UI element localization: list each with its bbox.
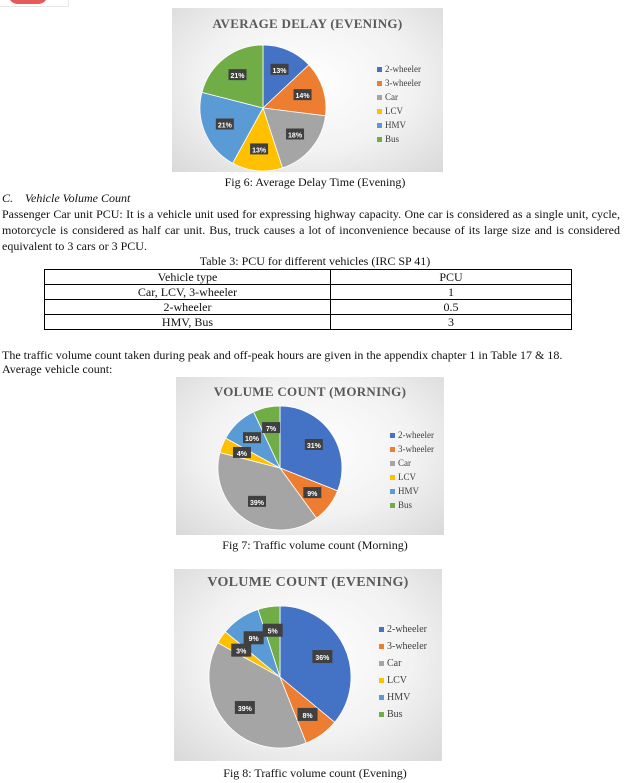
header-logo-fragment (0, 0, 69, 7)
legend-item (390, 442, 434, 456)
fig7-caption: Fig 7: Traffic volume count (Morning) (222, 538, 408, 552)
legend-swatch (377, 137, 382, 142)
legend-swatch (377, 67, 382, 72)
fig6-caption: Fig 6: Average Delay Time (Evening) (224, 175, 406, 189)
table-cell: 2-wheeler (45, 300, 331, 315)
legend-item (390, 498, 434, 512)
legend-item (377, 76, 421, 90)
data-label (298, 708, 318, 721)
legend-label: HMV (385, 120, 407, 130)
data-label (303, 487, 321, 498)
chart-volume-count-evening (174, 569, 442, 761)
legend-label: 2-wheeler (385, 64, 421, 74)
table-cell: 1 (331, 285, 572, 300)
legend-swatch (379, 661, 384, 666)
table-header-cell: Vehicle type (45, 270, 331, 285)
chart-average-delay-evening (172, 8, 443, 172)
legend-swatch (377, 81, 382, 86)
legend-item (390, 470, 434, 484)
legend-swatch (379, 712, 384, 717)
legend-swatch (390, 475, 395, 480)
data-label-text: 21% (230, 73, 245, 81)
legend-swatch (377, 109, 382, 114)
section-heading (2, 191, 130, 206)
data-label-text: 4% (236, 450, 248, 458)
data-label (262, 422, 280, 433)
legend-item (379, 655, 427, 672)
legend-swatch (390, 447, 395, 452)
legend-item (377, 90, 421, 104)
legend-label: 2-wheeler (398, 430, 434, 440)
legend-label: Bus (385, 134, 400, 144)
chart-title: AVERAGE DELAY (EVENING) (212, 16, 403, 31)
data-label-text: 13% (252, 147, 267, 155)
legend-item (379, 706, 427, 723)
table-header-cell: PCU (331, 270, 572, 285)
legend-swatch (390, 461, 395, 466)
data-label (233, 447, 251, 458)
table-cell: Car, LCV, 3-wheeler (45, 285, 331, 300)
legend-item (379, 621, 427, 638)
data-label-text: 10% (244, 436, 259, 444)
legend-item (377, 132, 421, 146)
legend-label: 3-wheeler (387, 641, 427, 652)
legend-swatch (379, 695, 384, 700)
data-label-text: 7% (266, 426, 277, 434)
average-label: Average vehicle count: (2, 362, 113, 376)
table-header-row (45, 270, 572, 285)
legend-label: LCV (385, 106, 403, 116)
table-row (45, 285, 572, 300)
legend-swatch (379, 678, 384, 683)
data-label-text: 36% (315, 655, 330, 663)
data-label (286, 129, 304, 140)
legend-label: Bus (387, 709, 403, 720)
chart-legend (390, 428, 434, 512)
legend-label: HMV (398, 486, 420, 496)
data-label-text: 9% (307, 491, 318, 499)
data-label-text: 5% (267, 628, 278, 636)
legend-swatch (379, 644, 384, 649)
legend-item (379, 638, 427, 655)
data-label (248, 496, 266, 507)
data-label (271, 64, 289, 75)
data-label (294, 89, 312, 100)
data-label (305, 439, 323, 450)
data-label (235, 701, 255, 714)
data-label-text: 8% (302, 712, 313, 720)
section-title: Vehicle Volume Count (25, 191, 131, 205)
legend-item (379, 672, 427, 689)
pcu-paragraph: Passenger Car unit PCU: It is a vehicle unit used for expressing highway capacity. One car is considered as a single unit, cycle, motorcycle is considered as half car unit. Bus, truck causes a lot of inconvenience because of its large size and is considered equivalent to 3 cars or 3 PCU. (2, 207, 620, 253)
legend-swatch (379, 627, 384, 632)
legend-swatch (377, 95, 382, 100)
legend-label: Bus (398, 500, 413, 510)
data-label (263, 624, 283, 637)
table-cell: HMV, Bus (45, 315, 331, 330)
data-label (243, 432, 261, 443)
data-label (250, 143, 268, 154)
legend-label: Car (387, 658, 402, 669)
table-cell: 0.5 (331, 300, 572, 315)
legend-item (390, 456, 434, 470)
data-label-text: 18% (288, 132, 303, 140)
section-number: C. (2, 191, 14, 205)
legend-item (390, 484, 434, 498)
legend-label: Car (398, 458, 411, 468)
table-row (45, 300, 572, 315)
legend-swatch (377, 123, 382, 128)
legend-swatch (390, 489, 395, 494)
legend-label: 3-wheeler (385, 78, 421, 88)
data-label-text: 9% (248, 636, 259, 644)
legend-swatch (390, 503, 395, 508)
legend-swatch (390, 433, 395, 438)
data-label-text: 3% (236, 648, 247, 656)
legend-label: 2-wheeler (387, 624, 427, 635)
legend-item (377, 118, 421, 132)
legend-item (377, 104, 421, 118)
legend-label: HMV (387, 692, 411, 703)
volume-note: The traffic volume count taken during peak and off-peak hours are given in the appendix chapter 1 in Table 17 & 18. (2, 348, 563, 362)
legend-label: Car (385, 92, 398, 102)
data-label-text: 39% (237, 705, 252, 713)
chart-volume-count-morning (176, 377, 444, 535)
table-caption: Table 3: PCU for different vehicles (IRC SP 41) (199, 254, 431, 268)
data-label-text: 21% (217, 122, 232, 130)
data-label (244, 631, 264, 644)
chart-legend (379, 621, 427, 723)
data-label (231, 644, 251, 657)
legend-label: LCV (398, 472, 416, 482)
data-label-text: 31% (306, 443, 321, 450)
fig8-caption: Fig 8: Traffic volume count (Evening) (223, 766, 407, 780)
data-label-text: 14% (295, 93, 310, 101)
legend-label: LCV (387, 675, 407, 686)
legend-item (379, 689, 427, 706)
legend-label: 3-wheeler (398, 444, 434, 454)
logo-swoosh (8, 0, 48, 4)
chart-legend (377, 62, 421, 146)
pcu-table (44, 269, 572, 330)
chart-title: VOLUME COUNT (EVENING) (207, 575, 409, 590)
legend-item (390, 428, 434, 442)
chart-title: VOLUME COUNT (MORNING) (213, 384, 407, 399)
table-cell: 3 (331, 315, 572, 330)
table-row (45, 315, 572, 330)
data-label-text: 13% (272, 67, 287, 75)
data-label (216, 119, 234, 130)
data-label-text: 39% (249, 499, 265, 507)
data-label (312, 650, 332, 663)
legend-item (377, 62, 421, 76)
data-label (229, 69, 247, 80)
